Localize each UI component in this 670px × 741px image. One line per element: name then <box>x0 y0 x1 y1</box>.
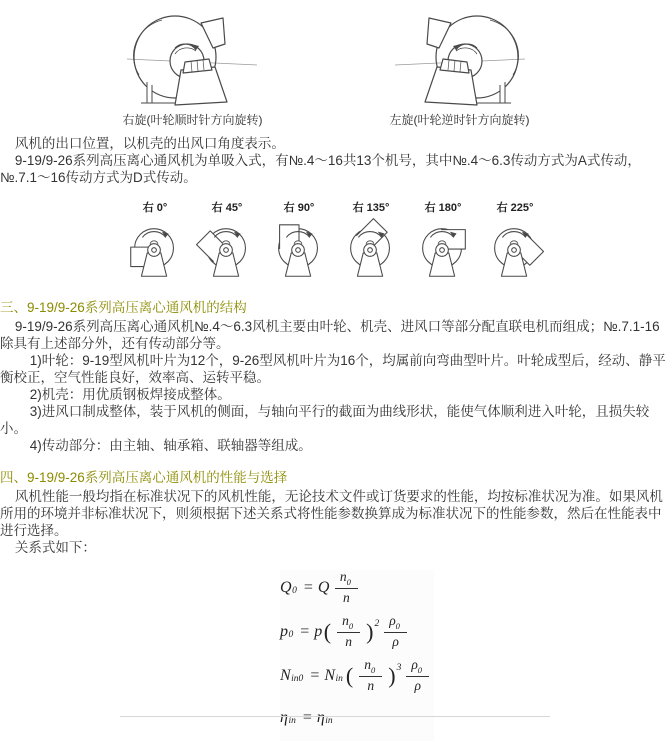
fraction-n0-n: $\frac{n_0}{n}$ <box>359 658 382 693</box>
outlet-angle-item <box>266 200 332 284</box>
fraction-n0-n: $\frac{n_0}{n}$ <box>337 614 360 649</box>
right-rotation-fan-icon <box>125 10 260 110</box>
structure-item-inlet: 3)进风口制成整体，装于风机的侧面，与轴向平行的截面为曲线形状，能使气体顺利进入叶轮，且损失较小。 <box>0 404 650 436</box>
mini-fan-outlet-icon <box>482 218 548 284</box>
outlet-angle-item <box>194 200 260 284</box>
left-rotation-fan-icon <box>392 10 527 110</box>
outlet-angle-strip <box>0 200 670 284</box>
mini-fan-outlet-icon <box>266 218 332 284</box>
page-bottom-divider <box>120 716 550 717</box>
mini-fan-outlet-icon <box>122 218 188 284</box>
mini-fan-outlet-icon <box>194 218 260 284</box>
formula-pressure: p $_0$ = p ( $\frac{n_0}{n}$ ) $^2$ $\frac{\rho_0}{\rho}$ <box>280 614 434 649</box>
section3-heading: 三、9-19/9-26系列高压离心通风机的结构 <box>0 300 247 315</box>
fraction-rho0-rho: $\frac{\rho_0}{\rho}$ <box>384 614 407 649</box>
outlet-angle-label: 右 135° <box>352 202 390 214</box>
figure-left-rotation-fan <box>337 10 582 129</box>
formula-flow-rate: Q $_0$ = Q $\frac{n_0}{n}$ <box>280 570 434 605</box>
structure-item-transmission: 4)传动部分：由主轴、轴承箱、联轴器等组成。 <box>29 438 312 453</box>
mini-fan-outlet-icon <box>338 218 404 284</box>
outlet-angle-label: 右 45° <box>211 202 243 214</box>
outlet-angle-item <box>482 200 548 284</box>
formula-power: N $_{in0}$ = N $_{in}$ ( $\frac{n_0}{n}$ ) $^3$ $\frac{\rho_0}{\rho}$ <box>280 658 434 693</box>
formula-intro: 关系式如下： <box>14 540 96 555</box>
rotation-figures-row <box>0 0 670 129</box>
fraction-rho0-rho: $\frac{\rho_0}{\rho}$ <box>406 658 429 693</box>
intro-paragraph-1: 风机的出口位置，以机壳的出风口角度表示。 <box>14 136 285 151</box>
outlet-angle-label: 右 225° <box>496 202 534 214</box>
formula-efficiency: η $_{in}$ = η $_{in}$ <box>280 708 333 726</box>
outlet-angle-item <box>338 200 404 284</box>
mini-fan-outlet-icon <box>410 218 476 284</box>
section4-heading: 四、9-19/9-26系列高压离心通风机的性能与选择 <box>0 470 288 485</box>
structure-item-impeller: 1)叶轮：9-19型风机叶片为12个，9-26型风机叶片为16个，均属前向弯曲型叶片。叶轮成型后，经动、静平衡校正，空气性能良好，效率高、运转平稳。 <box>0 353 666 385</box>
intro-block <box>0 135 670 186</box>
structure-item-casing: 2)机壳：用优质钢板焊接成整体。 <box>29 387 231 402</box>
intro-paragraph-2: 9-19/9-26系列高压离心通风机为单吸入式，有№.4～16共13个机号，其中№.4～6.3传动方式为A式传动，№.7.1～16传动方式为D式传动。 <box>0 153 641 185</box>
figure-caption: 左旋(叶轮逆时针方向旋转) <box>389 113 530 127</box>
section3-paragraph: 9-19/9-26系列高压离心通风机№.4～6.3风机主要由叶轮、机壳、进风口等部分配直联电机而组成；№.7.1-16除具有上述部分外，还有传动部分等。 <box>0 319 660 351</box>
performance-paragraph: 风机性能一般均指在标准状况下的风机性能，无论技术文件或订货要求的性能，均按标准状况为准。如果风机所用的环境并非标准状况下，则须根据下述关系式将性能参数换算成为标准状况下的性能参数，然后在性能表中进行选择。 <box>0 489 663 538</box>
figure-caption: 右旋(叶轮顺时针方向旋转) <box>122 113 263 127</box>
outlet-angle-item <box>410 200 476 284</box>
fraction-n0-n: $\frac{n_0}{n}$ <box>335 570 358 605</box>
outlet-angle-label: 右 0° <box>142 202 168 214</box>
outlet-angle-item <box>122 200 188 284</box>
outlet-angle-label: 右 90° <box>283 202 315 214</box>
outlet-angle-label: 右 180° <box>424 202 462 214</box>
figure-right-rotation-fan <box>70 10 315 129</box>
